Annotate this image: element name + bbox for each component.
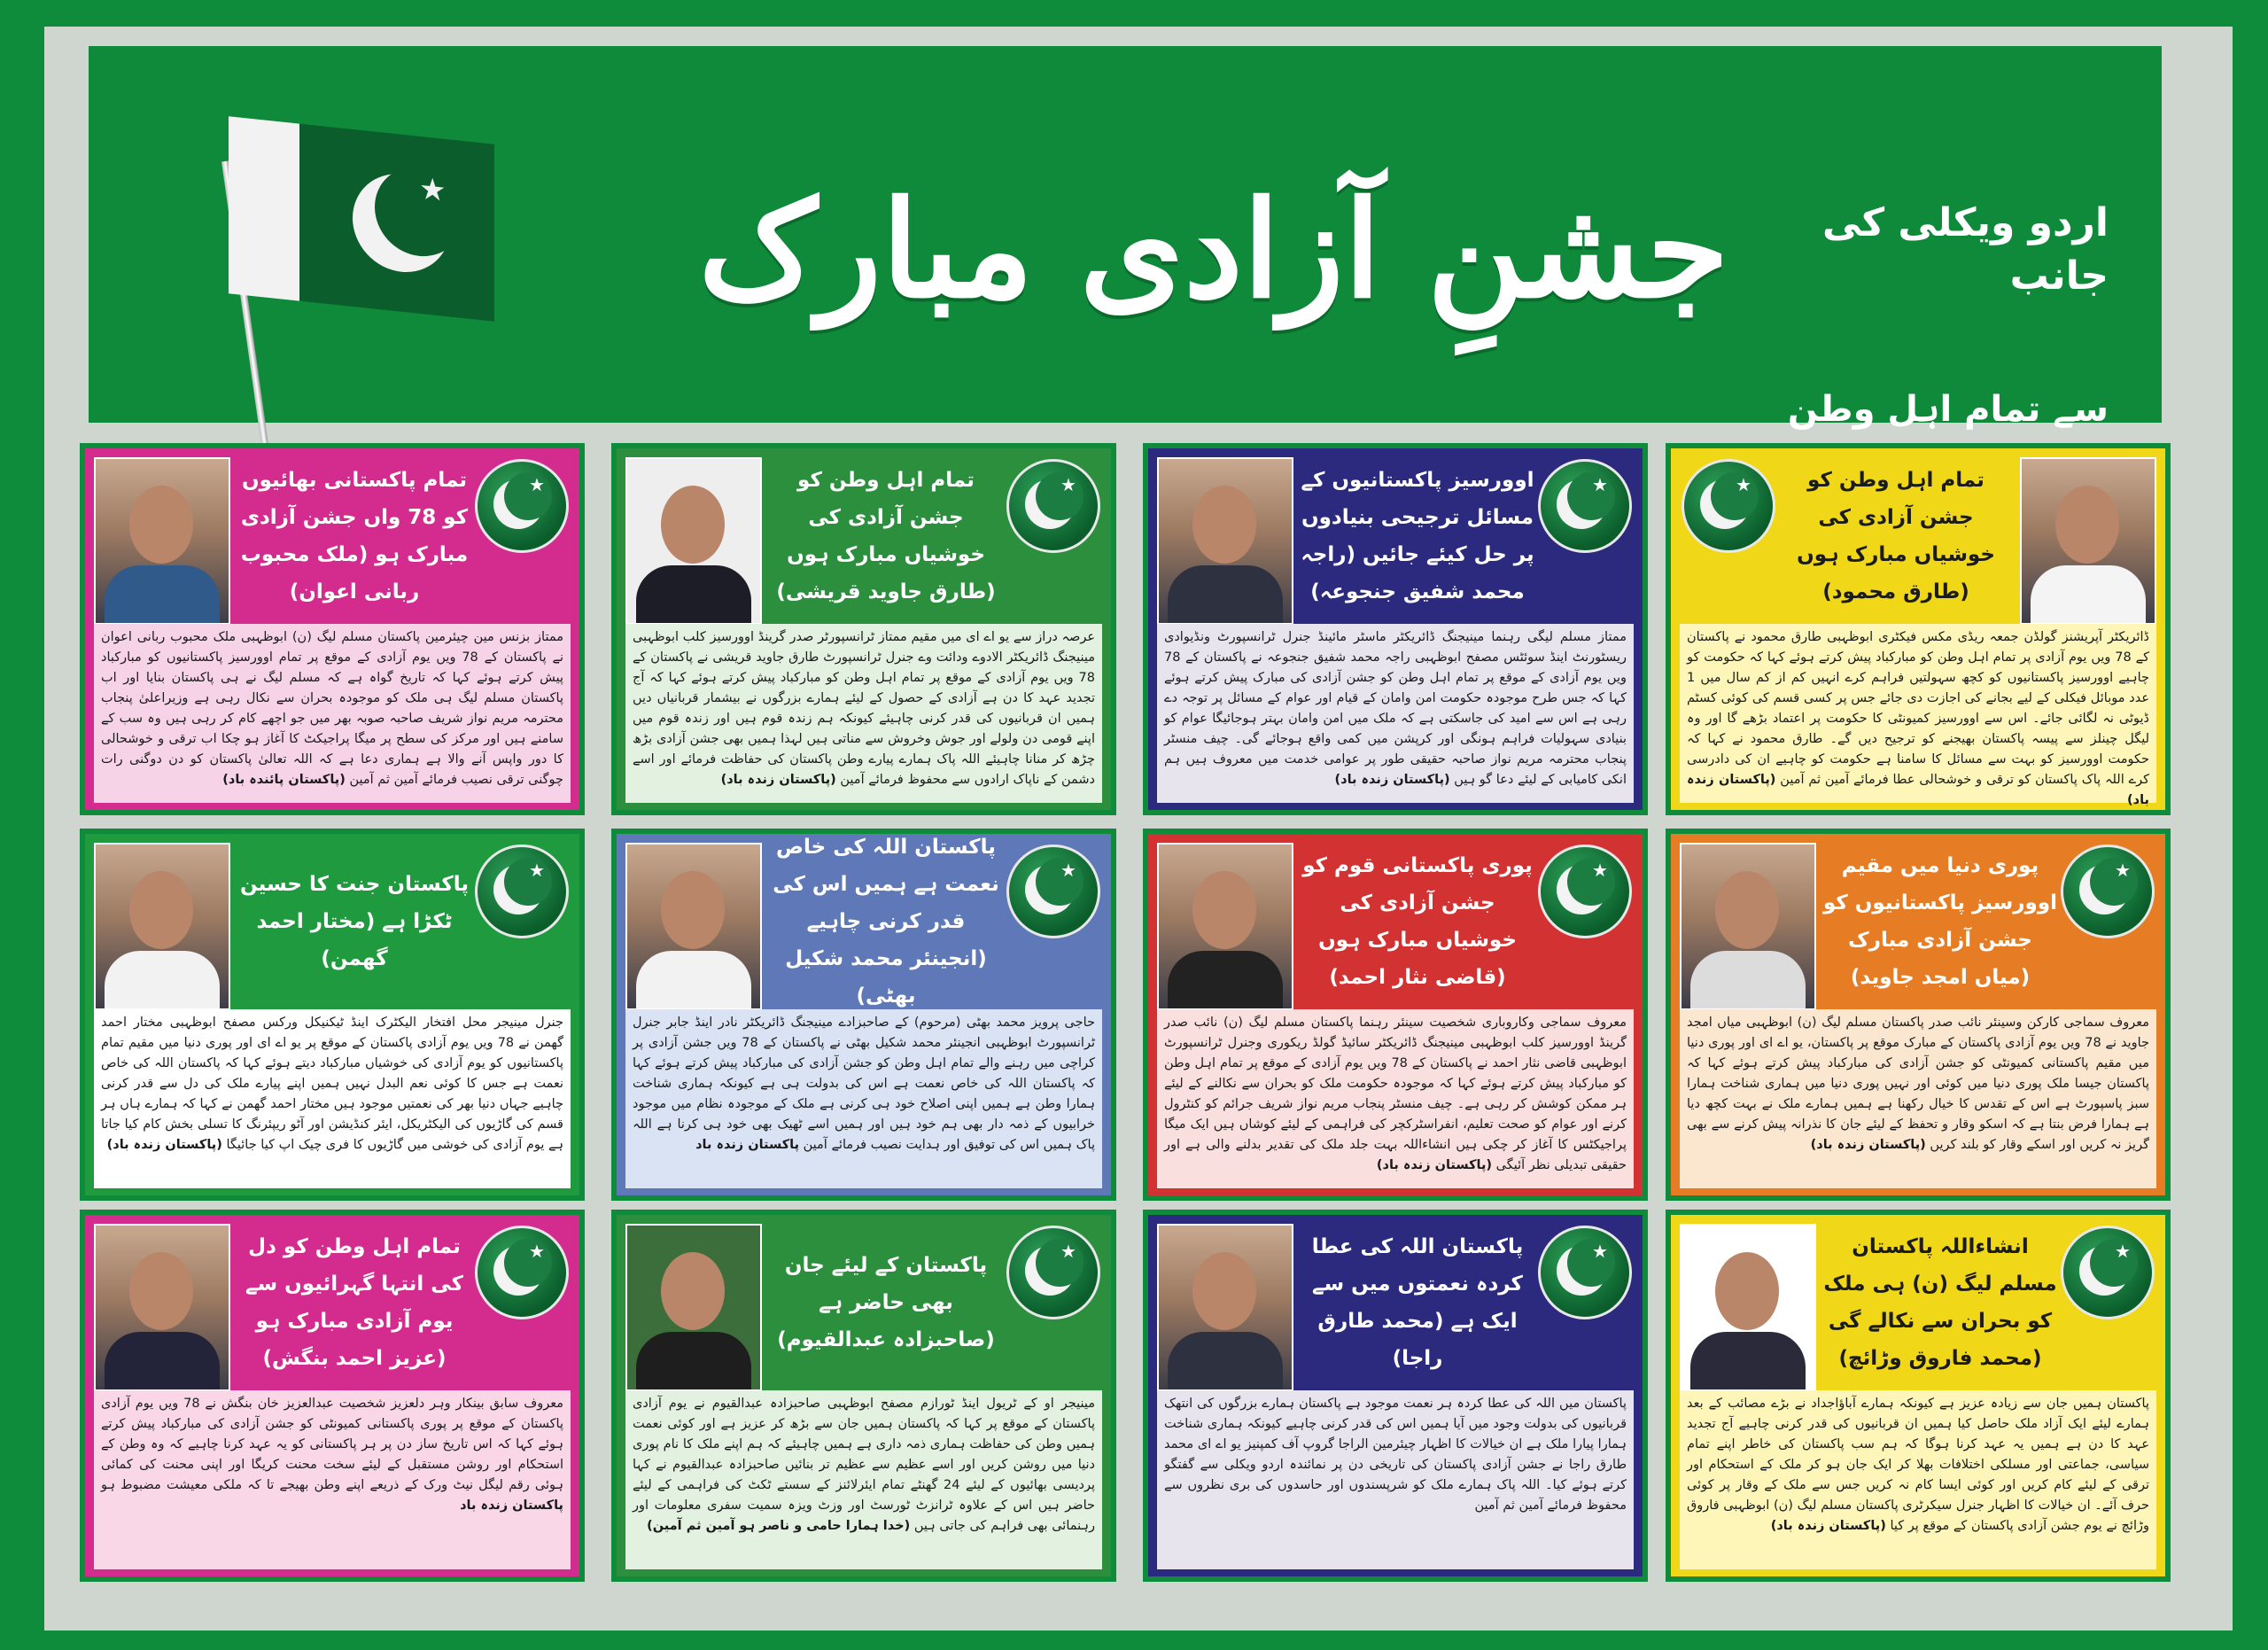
crescent-emblem-icon: ★ <box>1006 459 1100 553</box>
greeting-card <box>611 443 1116 815</box>
card-signoff: (پاکستان زندہ باد) <box>106 1138 222 1152</box>
card-heading: انشاءاللہ پاکستان مسلم لیگ (ن) ہی ملک کو بحران سے نکالے گی (محمد فاروق وڑائچ) <box>1823 1235 2057 1370</box>
portrait-photo <box>94 1224 230 1391</box>
crescent-emblem-icon: ★ <box>2061 1226 2155 1319</box>
crescent-emblem-icon: ★ <box>475 844 569 938</box>
card-text: مینیجر او کے ٹریول اینڈ ٹورازم مصفح ابوظہبی صاحبزادہ عبدالقیوم نے یوم آزادی پاکستان کے موقع پر کہا کہ پاکستان ہمیں جان سے بڑھ کر عزیز ہے اور کوئی نعمت ہمیں وطن کی حفاظت ہماری ذمہ داری ہے ہمیں چاہیئے کہ ہم اپنے ملک کا نام پوری دنیا میں روشن کریں اور اسے عظیم سے عظیم تر بنائیں صاحبزادہ عبدالقیوم نے کہا پردیسی بھائیوں کے لیئے 24 گھنٹے تمام ایئرلائنز کے سستے ٹکٹ کی فراہمی کے لیئے حاضر ہیں اس کے علاوہ ٹرانزٹ ٹورسٹ اور وزٹ ویزہ سمیت سفری معلومات اور رہنمائی بھی فراہم کی جاتی ہیں <box>633 1397 1095 1533</box>
crescent-emblem-icon: ★ <box>475 459 569 553</box>
greeting-card <box>1666 829 2171 1201</box>
crescent-emblem-icon: ★ <box>1538 1226 1632 1319</box>
pakistan-flag-icon: ★ <box>229 116 494 322</box>
greeting-card <box>1666 443 2171 815</box>
portrait-photo <box>1157 843 1293 1010</box>
portrait-photo <box>625 457 762 625</box>
card-body <box>1680 1390 2156 1569</box>
card-text: معروف سابق بینکار وہر دلعزیز شخصیت عبدالعزیز خان بنگش نے 78 ویں یوم آزادی پاکستان کے موقع پر پوری پاکستانی کمیونٹی کو جشن آزادی کی مبارکباد پیش کرتے ہوئے کہا کہ اس تاریخ ساز دن پر ہر پاکستانی کو یہ عہد کرنا چاہیے کہ وہ وطن کے استحکام اور روشن مستقبل کے لیئے سخت محنت کریگا اور اپنی محنت کی کمائی ہوئی رقم لیگل نیٹ ورک کے ذریعے اپنے وطن بھیجے تا کہ ملکی معیشت مضبوط ہو <box>101 1397 564 1492</box>
card-heading: تمام پاکستانی بھائیوں کو 78 واں جشن آزادی مبارک ہو (ملک محبوب ربانی اعوان) <box>240 469 469 603</box>
card-body <box>625 1390 1102 1569</box>
card-body <box>94 624 571 803</box>
card-text: معروف سماجی کارکن وسینئر نائب صدر پاکستان مسلم لیگ (ن) ابوظہبی میاں امجد جاوید نے 78 ویں یوم آزادی پاکستان کے مبارک موقع پر پاکستان، یو اے ای اور پوری دنیا میں مقیم پاکستانی کمیونٹی کو جشن آزادی کی مبارکباد پیش کرتے ہوئے کہا کہ پاکستان جیسا ملک پوری دنیا میں کوئی اور نہیں پوری دنیا میں ہماری شناخت ہمارا سبز پاسپورٹ ہے اس کے تقدس کا خیال رکھنا ہے ہمیں ہمارے ملک نے بہت کچھ دیا ہے ہمارا فرض بنتا ہے کہ اسکو وقار و تحفظ کے لیئے جان کا نذرانہ پیش کرنے سے بھی گریز نہ کریں اور اسکے وقار کو بلند کریں <box>1687 1016 2149 1152</box>
card-heading: پوری پاکستانی قوم کو جشن آزادی کی خوشیاں مبارک ہوں (قاضی نثار احمد) <box>1302 854 1533 989</box>
portrait-photo <box>94 843 230 1010</box>
portrait-photo <box>625 1224 762 1391</box>
card-heading: پاکستان اللہ کی عطا کردہ نعمتوں میں سے ایک ہے (محمد طارق راجا) <box>1311 1235 1524 1370</box>
greeting-card <box>611 1210 1116 1582</box>
card-heading: پاکستان اللہ کی خاص نعمت ہے ہمیں اس کی قدر کرنی چاہیے (انجینئر محمد شکیل بھٹی) <box>773 836 999 1008</box>
card-signoff: (پاکستان زندہ باد) <box>1810 1138 1926 1152</box>
card-signoff: (خدا ہمارا حامی و ناصر ہو آمین ثم آمین) <box>647 1519 911 1533</box>
card-heading: پاکستان کے لیئے جان بھی حاضر ہے (صاحبزادہ عبدالقیوم) <box>777 1254 995 1351</box>
card-heading: اوورسیز پاکستانیوں کے مسائل ترجیحی بنیادوں پر حل کیئے جائیں (راجہ محمد شفیق جنجوعہ) <box>1301 469 1534 603</box>
headline: جشنِ آزادی مبارک <box>698 172 1729 328</box>
greeting-card <box>1666 1210 2171 1582</box>
card-text: حاجی پرویز محمد بھٹی (مرحوم) کے صاحبزادے مینیجنگ ڈائریکٹر نادر اینڈ جابر جنرل ٹرانسپورٹ ابوظہبی انجینئر محمد شکیل بھٹی نے پاکستان کے 78 ویں جشن آزادی پر کراچی میں رہنے والے تمام اہل وطن کو جشن آزادی کی مبارکباد پیش کرتے ہوئے کہا کہ پاکستان اللہ کی خاص نعمت ہے اس کی بدولت ہی ہے کیونکہ ہماری شناخت ہمارا وطن ہے ہمیں اپنی اصلاح خود ہی کرنی ہے ملک کے موجودہ نظام میں موجود خرابیوں کے ذمہ دار بھی ہم خود ہیں اور ہمیں اسے ٹھیک بھی خود ہی کرنا ہے اللہ پاک ہمیں اس کی توفیق اور ہدایت نصیب فرمائے آمین <box>633 1016 1095 1152</box>
card-signoff: (پاکستان پائندہ باد) <box>222 773 346 787</box>
card-signoff: پاکستان زندہ باد <box>460 1498 563 1513</box>
byline-line-2: سے تمام اہل وطن <box>1787 389 2109 430</box>
greeting-card <box>80 443 585 815</box>
card-heading: پوری دنیا میں مقیم اوورسیز پاکستانیوں کو جشن آزادی مبارک (میاں امجد جاوید) <box>1823 854 2057 989</box>
card-text: ممتاز بزنس مین چیئرمین پاکستان مسلم لیگ (ن) ابوظہبی ملک محبوب ربانی اعوان نے پاکستان کے 78 ویں یوم آزادی کے موقع پر تمام اوورسیز پاکستانیوں کو مبارکباد پیش کرتے ہوئے کہا کہ تاریخ گواہ ہے کہ مسلم لیگ نے ہی پاکستان بنایا اور اب پاکستان مسلم لیگ ہی ملک کو موجودہ بحران سے نکال رہی ہے وزیراعلیٰ پنجاب محترمہ مریم نواز شریف صاحبہ صوبہ بھر میں جو اچھے کام کر رہی ہیں وہ سب کے سامنے ہیں اور مرکز کی سطح پر میگا پراجیکٹ کا آغاز ہو چکا اب ترقی و خوشحالی کا دور واپس آنے والا ہے ہماری دعا ہے کہ اللہ تعالیٰ پاکستان کو دن دوگنی رات چوگنی ترقی نصیب فرمائے آمین ثم آمین <box>101 630 563 787</box>
card-text: پاکستان ہمیں جان سے زیادہ عزیز ہے کیونکہ ہمارے آباؤاجداد نے بڑے مصائب کے بعد ہمارے لیئے ایک آزاد ملک حاصل کیا ہمیں ان قربانیوں کی قدر کرنی چاہیے آج تجدید عہد کا دن ہے ہمیں یہ عہد کرنا ہوگا کہ ہم سب پاکستان کی خاطر اپنے تمام سیاسی، جماعتی اور مسلکی اختلافات بھلا کر ایک جان ہو کر ملک کے استحکام اور ترقی کے لیئے کام کریں اور کوئی ایسا کام نہ کریں جس سے ملک کے وقار پر کوئی حرف آئے۔ ان خیالات کا اظہار جنرل سیکرٹری پاکستان مسلم لیگ (ن) ابوظہبی فاروق وڑائچ نے یوم جشن آزادی پاکستان کے موقع پر کیا <box>1687 1397 2149 1533</box>
portrait-photo <box>1157 457 1293 625</box>
greeting-card <box>1143 443 1648 815</box>
card-heading: تمام اہل وطن کو جشن آزادی کی خوشیاں مبارک ہوں (طارق جاوید قریشی) <box>776 469 996 603</box>
crescent-emblem-icon: ★ <box>475 1226 569 1319</box>
greeting-card <box>80 1210 585 1582</box>
card-text: ڈائریکٹر آپریشنز گولڈن جمعہ ریڈی مکس فیکٹری ابوظہبی طارق محمود نے پاکستان کے 78 ویں یوم آزادی پر تمام اہل وطن کو مبارکباد پیش کرتے ہوئے کہا کہ حکومت کو چاہیے اوورسیز پاکستانیوں کو کچھ سہولتیں فراہم کرے انہیں کم از کم سال میں 1 عدد موبائل فیکلی کے لیے بجانے کی اجازت دی جائے جس پر کسی قسم کی کوئی کسٹم ڈیوٹی نہ لگائی جائے۔ اس سے اوورسیز کمیونٹی کا حکومت پر اعتماد بڑھے گا اور وہ لیگل چینلز سے پیسہ پاکستان بھیجنے کو ترجیح دیں گے۔ طارق محمود نے کہا کہ حکومت اوورسیز کو بہت سے مسائل کا سامنا ہے حکومت کو چاہیے ان کی دادرسی کرے اللہ پاک پاکستان کو ترقی و خوشحالی عطا فرمائے آمین ثم آمین <box>1687 630 2150 787</box>
greeting-card <box>1143 1210 1648 1582</box>
card-body <box>1680 1009 2156 1188</box>
card-body <box>1680 624 2156 807</box>
portrait-photo <box>625 843 762 1010</box>
card-heading: تمام اہل وطن کو دل کی انتہا گہرائیوں سے یوم آزادی مبارک ہو (عزیز احمد بنگش) <box>245 1235 463 1370</box>
header-banner <box>89 46 2162 430</box>
greeting-card <box>1143 829 1648 1201</box>
card-signoff: (پاکستان زندہ باد) <box>1334 773 1450 787</box>
card-text: ممتاز مسلم لیگی رہنما مینیجنگ ڈائریکٹر ماسٹر مائینڈ جنرل ٹرانسپورٹ ونڈیوادی ریسٹورنٹ اینڈ سوئٹس مصفح ابوظہبی راجہ محمد شفیق جنجوعہ نے پاکستان کے 78 ویں یوم آزادی کے موقع پر تمام اہل وطن کو جشن آزادی کی مبارک پیش کرتے ہوئے کہا کہ جس طرح موجودہ حکومت امن وامان کے قیام اور عوام کے مسائل پر توجہ دے رہی ہے اس سے امید کی جاسکتی ہے کہ ملک میں امن وامان بہتر ہوجائیگا عوام کو بنیادی سہولیات فراہم ہونگی اور کرپشن میں کمی واقع ہوجائے گی۔ چیف منسٹر پنجاب محترمہ مریم نواز صاحبہ حقیقی طور پر عوامی خدمت میں معروف ہیں ہم انکی کامیابی کے لیئے دعا گو ہیں <box>1164 630 1627 787</box>
card-text: عرصہ دراز سے یو اے ای میں مقیم ممتاز ٹرانسپورٹر صدر گرینڈ اوورسیز کلب ابوظہبی مینیجنگ ڈائریکٹر الادوے ودائت وے جنرل ٹرانسپورٹ طارق جاوید قریشی نے پاکستان کے 78 ویں یوم آزادی کے موقع پر تمام اہل وطن کو مبارکباد پیش کرتے ہوئے کہا کہ آج تجدید عہد کا دن ہے آزادی کے حصول کے لیئے ہمارے بزرگوں نے بیشمار قربانیاں دیں ہمیں ان قربانیوں کی قدر کرنی چاہیئے کیونکہ ہم زندہ قوم ہیں اور زندہ قوم میں اپنے قومی دن ولولے اور جوش وخروش سے مناتی ہیں لہذا ہمیں بھی جشن آزادی بڑھ چڑھ کر منانا چاہیئے اللہ پاک ہمارے پیارے وطن پاکستان کی حفاظت فرمائے اور اسے دشمن کے ناپاک ارادوں سے محفوظ فرمائے آمین <box>633 630 1095 787</box>
card-signoff: (پاکستان زندہ باد) <box>1687 773 2149 807</box>
crescent-emblem-icon: ★ <box>1682 459 1775 553</box>
portrait-photo <box>1680 843 1816 1010</box>
card-body <box>94 1009 571 1188</box>
card-body <box>1157 624 1634 803</box>
card-signoff: پاکستان زندہ باد <box>695 1138 800 1152</box>
card-signoff: (پاکستان زندہ باد) <box>1376 1158 1493 1172</box>
card-heading: تمام اہل وطن کو جشن آزادی کی خوشیاں مبارک ہوں (طارق محمود) <box>1797 469 1995 603</box>
portrait-photo <box>1680 1224 1816 1391</box>
card-body <box>625 624 1102 803</box>
card-text: معروف سماجی وکاروباری شخصیت سینئر رہنما پاکستان مسلم لیگ (ن) نائب صدر گرینڈ اوورسیز کلب ابوظہبی مینیجنگ ڈائریکٹر سائیڈ گولڈ ریکوری وجنرل ٹرانسپورٹ ابوظہبی قاضی نثار احمد نے پاکستان کے 78 ویں یوم آزادی کے موقع پر تمام اہل وطن کو مبارکباد پیش کرتے ہوئے کہا کہ موجودہ حکومت ملک کو بحران سے نکالنے کے لیئے ہر ممکن کوشش کر رہی ہے۔ چیف منسٹر پنجاب مریم نواز شریف جرائم کو کنٹرول کرنے اور عوام کو صحت تعلیم، انفراسٹرکچر کی فراہمی کے لیئے کوشاں ہیں ایک میگا پراجیکٹس کا آغاز کر چکی ہیں انشاءاللہ بہت جلد ملک کی تقدیر بدلنے والی ہے اور حقیقی تبدیلی نظر آئیگی <box>1164 1016 1627 1172</box>
crescent-emblem-icon: ★ <box>1006 1226 1100 1319</box>
card-signoff: (پاکستان زندہ باد) <box>720 773 836 787</box>
greeting-card <box>80 829 585 1201</box>
card-body <box>625 1009 1102 1188</box>
byline-line-1: اردو ویکلی کی جانب <box>1821 200 2109 299</box>
card-heading: پاکستان جنت کا حسین ٹکڑا ہے (مختار احمد گھمن) <box>239 873 470 970</box>
card-signoff: (پاکستان زندہ باد) <box>1770 1519 1886 1533</box>
portrait-photo <box>94 457 230 625</box>
greeting-card <box>611 829 1116 1201</box>
crescent-emblem-icon: ★ <box>2061 844 2155 938</box>
card-text: پاکستان میں اللہ کی عطا کردہ ہر نعمت موجود ہے پاکستان ہمارے بزرگوں کی انتھک قربانیوں کی بدولت وجود میں آیا ہمیں اس کی قدر کرنی چاہیے کیونکہ ہماری شناخت ہمارا پیارا ملک ہے ان خیالات کا اظہار چیئرمین الراجا گروپ آف کمپنیز یو اے ای محمد طارق راجا نے جشن آزادی پاکستان کی تاریخی دن پر نمائندہ اردو ویکلی سے گفتگو کرتے ہوئے کیا۔ اللہ پاک ہمارے ملک کو شرپسندوں اور حاسدوں کی بری نظروں سے محفوظ فرمائے آمین ثم آمین <box>1164 1397 1627 1513</box>
card-body <box>94 1390 571 1569</box>
crescent-emblem-icon: ★ <box>1006 844 1100 938</box>
card-text: جنرل مینیجر محل افتخار الیکٹرک اینڈ ٹیکنیکل ورکس مصفح ابوظہبی مختار احمد گھمن نے 78 ویں یوم آزادی پاکستان کے موقع پر یو اے ای اور پوری دنیا میں مقیم تمام پاکستانیوں کو یوم آزادی کی خوشیاں مبارکباد دیتے ہوئے کہا کہ پاکستان اللہ کی خاص نعمت ہے جس کا کوئی نعم البدل نہیں ہمیں اپنے پیارے ملک کی دل سے قدر کرنی چاہیے جہاں دنیا بھر کی نعمتیں موجود ہیں مختار احمد گھمن نے کہا کہ ہمارے ہاں ہر قسم کی گاڑیوں کی الیکٹریکل، ایئر کنڈیشن اور آٹو ریپئرنگ کا تسلی بخش کام کیا جاتا ہے یوم آزادی کی خوشی میں گاڑیوں کا فری چیک اپ کیا جائیگا <box>101 1016 563 1152</box>
crescent-emblem-icon: ★ <box>1538 844 1632 938</box>
card-body <box>1157 1009 1634 1188</box>
crescent-emblem-icon: ★ <box>1538 459 1632 553</box>
portrait-photo <box>1157 1224 1293 1391</box>
portrait-photo <box>2020 457 2156 625</box>
card-body <box>1157 1390 1634 1569</box>
